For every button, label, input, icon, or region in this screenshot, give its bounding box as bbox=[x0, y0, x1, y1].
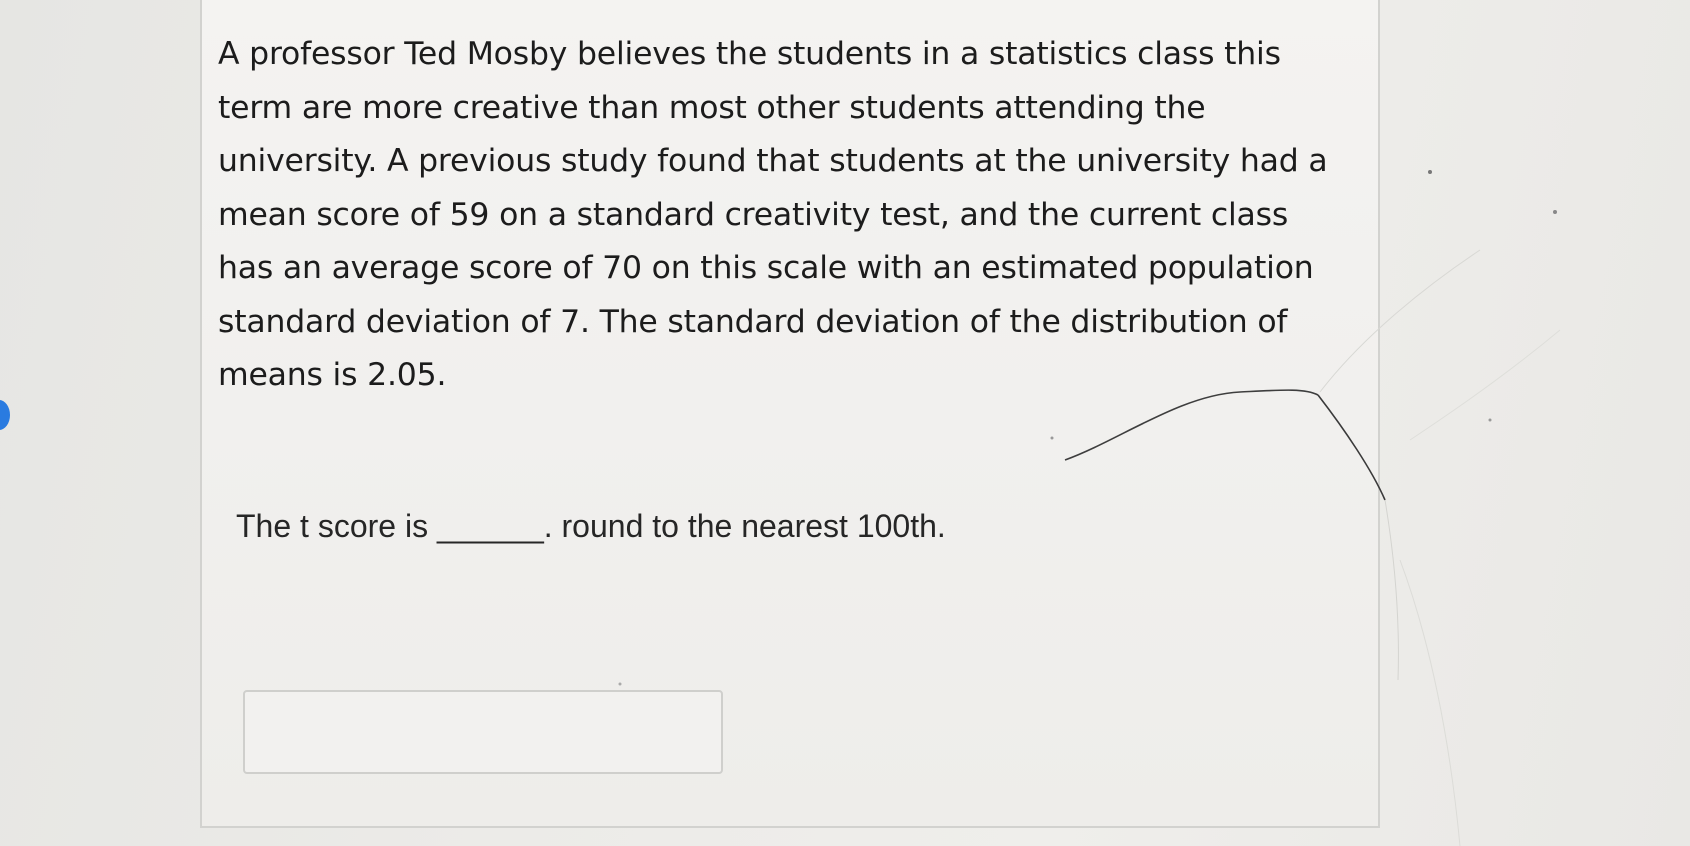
answer-input[interactable] bbox=[243, 690, 723, 774]
question-prompt: The t score is ______. round to the nearest 100th. bbox=[236, 508, 946, 544]
question-text: A professor Ted Mosby believes the students in a statistics class this term are more creative than most other students attending the university. A previous study found that students at the university had a mean score of 59 on a standard creativity test, and the current class has an average score of 70 on this scale with an estimated population standard deviation of 7. The standard deviation of the distribution of means is 2.05. bbox=[218, 36, 1328, 393]
scroll-indicator-dot bbox=[0, 400, 10, 430]
